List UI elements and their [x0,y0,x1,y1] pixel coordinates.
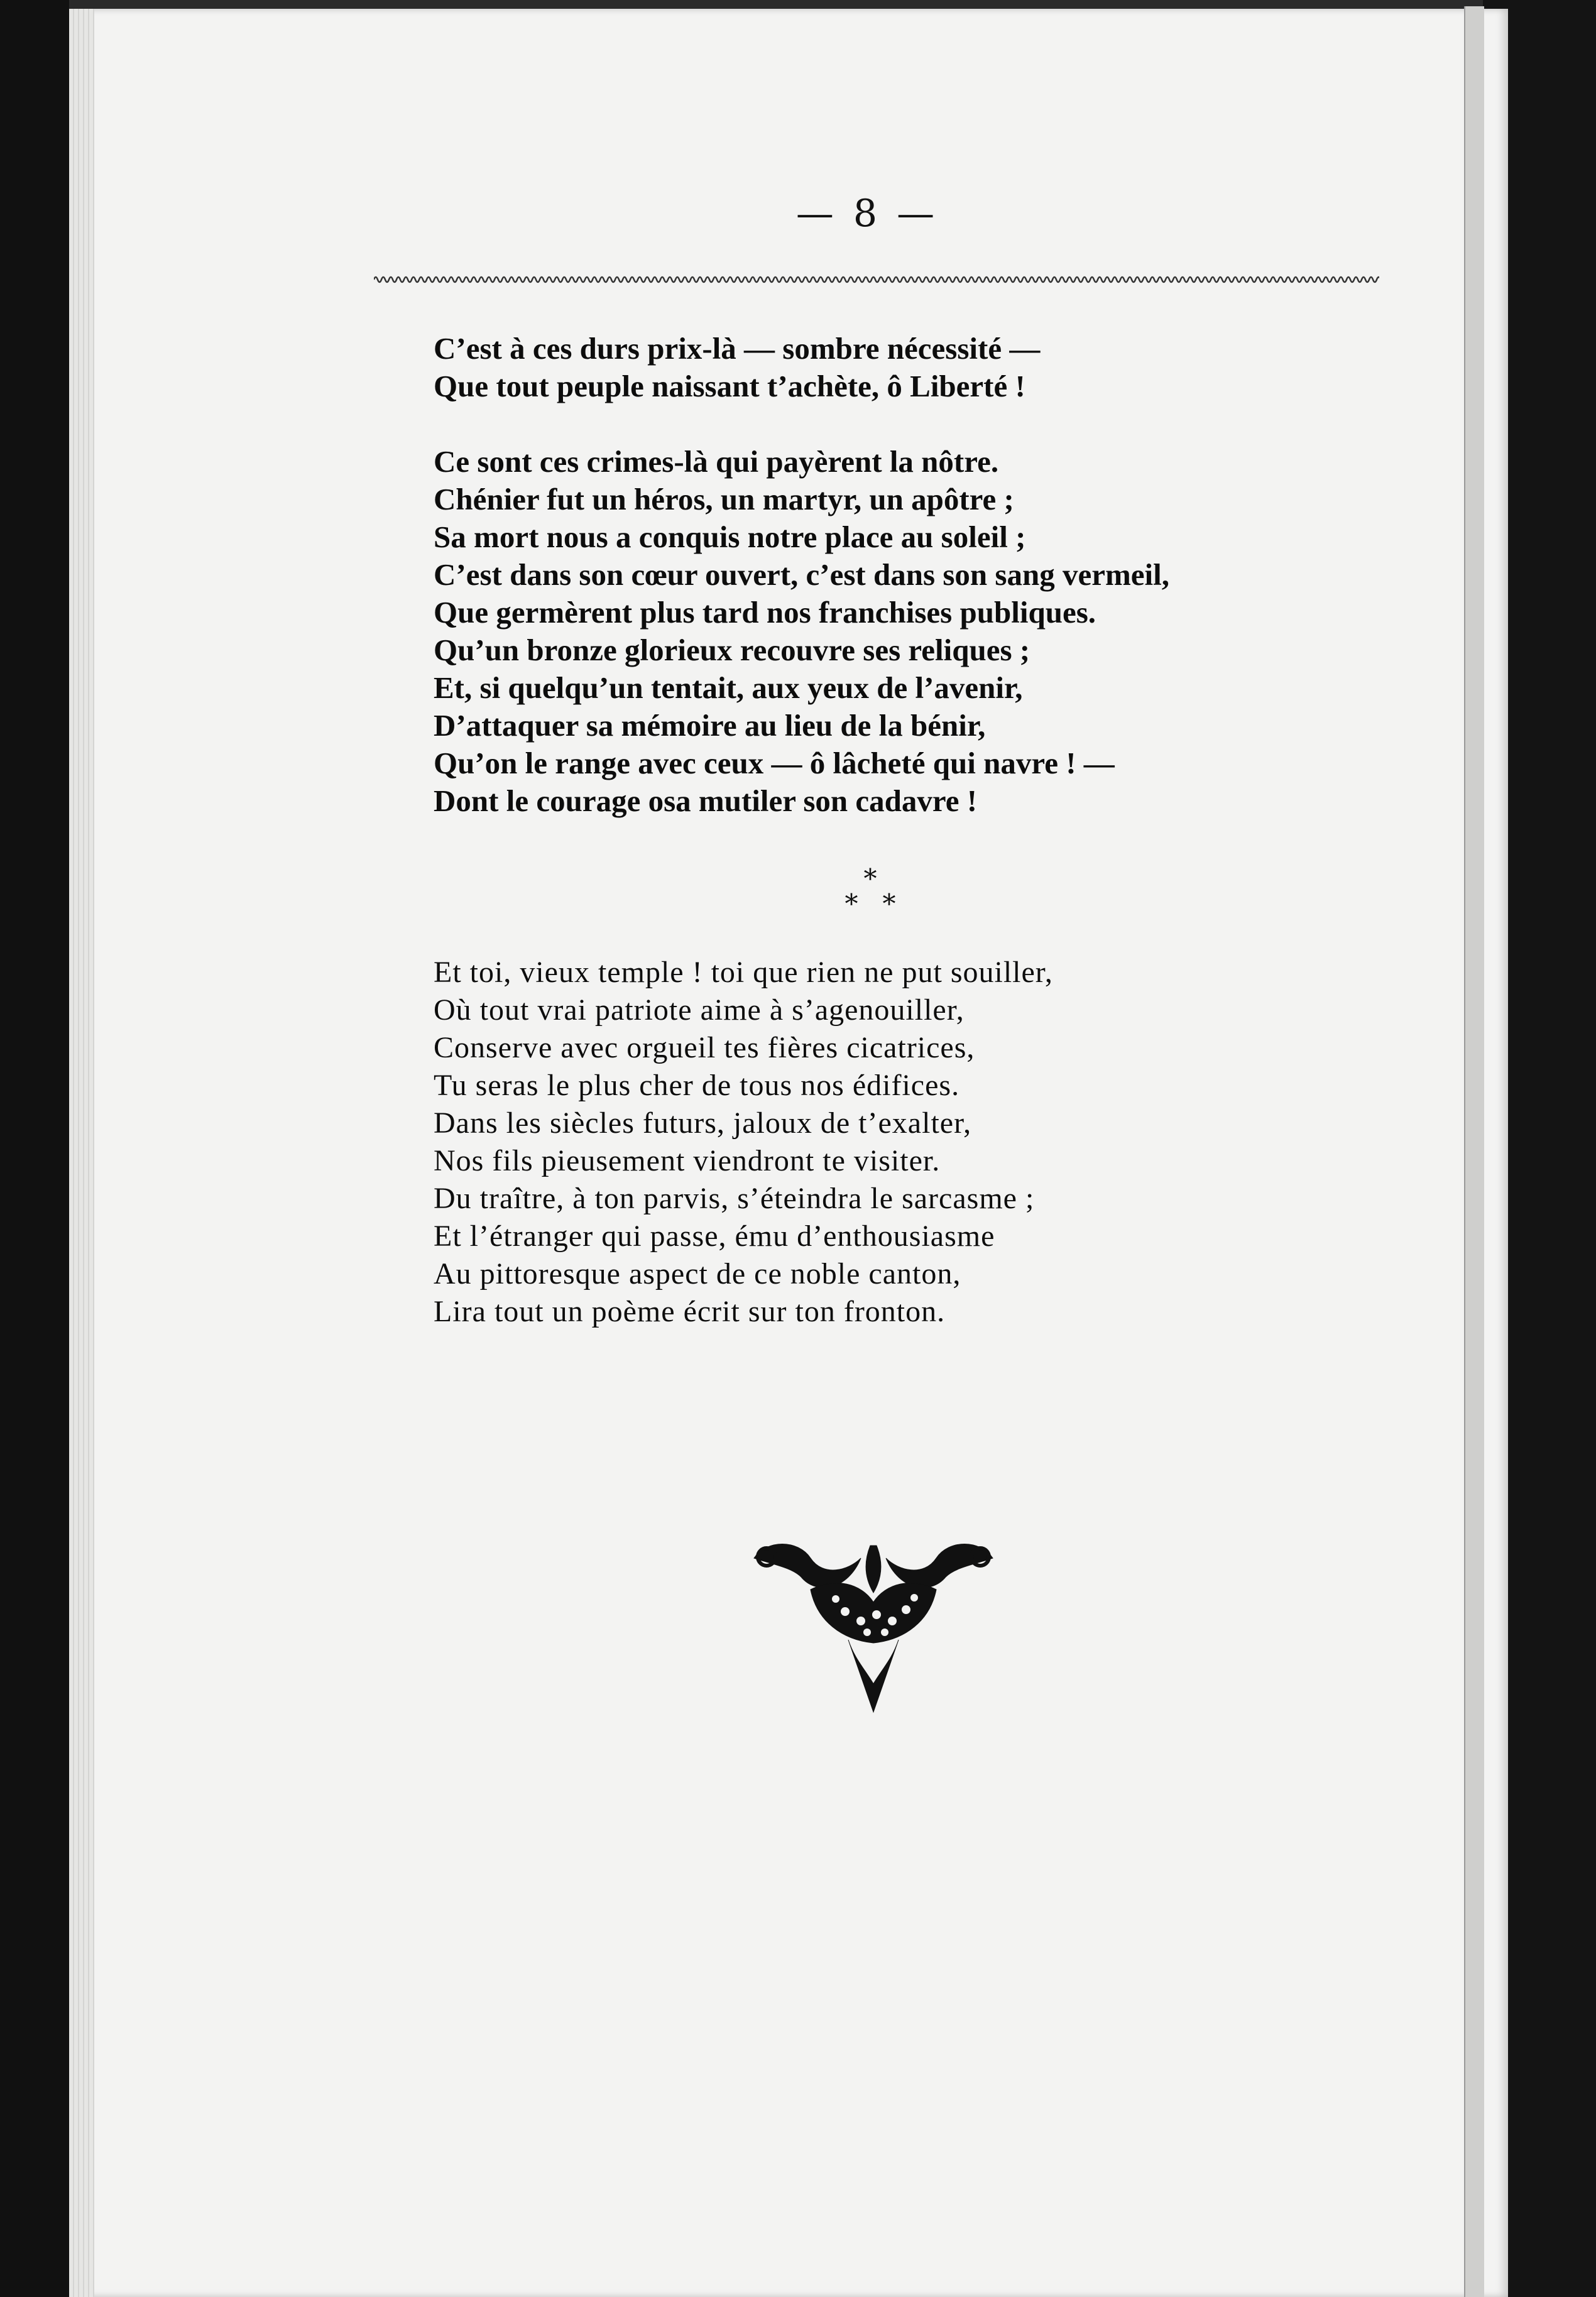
page-right-edge [1464,6,1484,2297]
verse-line: Qu’un bronze glorieux recouvre ses reliques ; [434,633,1030,667]
svg-text:*: * [844,888,858,919]
verse-line: Sa mort nous a conquis notre place au soleil ; [434,520,1026,554]
scan-border-left [0,0,69,2297]
verse-line: Conserve avec orgueil tes fières cicatrices, [434,1031,975,1064]
verse-line: Que germèrent plus tard nos franchises publiques. [434,595,1096,630]
verse-line: Du traître, à ton parvis, s’éteindra le sarcasme ; [434,1182,1035,1215]
verse-line: Qu’on le range avec ceux — ô lâcheté qui navre ! — [434,746,1115,780]
verse-line: Dont le courage osa mutiler son cadavre ! [434,783,978,818]
svg-text:*: * [882,888,896,919]
verse-line: Ce sont ces crimes-là qui payèrent la nôtre. [434,444,999,479]
verse-line: Que tout peuple naissant t’achète, ô Liberté ! [434,369,1025,403]
verse-line: Où tout vrai patriote aime à s’agenouiller, [434,993,965,1027]
stanza-3 [434,954,1376,1331]
page-number: — 8 — [795,192,939,236]
floral-tailpiece-ornament [741,1533,1005,1715]
verse-line: C’est dans son cœur ouvert, c’est dans son sang vermeil, [434,557,1169,592]
verse-line: Et l’étranger qui passe, ému d’enthousiasme [434,1219,995,1253]
verse-line: C’est à ces durs prix-là — sombre nécessité — [434,331,1041,366]
verse-line: Lira tout un poème écrit sur ton fronton. [434,1295,946,1328]
page-stack-edge [69,9,94,2297]
verse-line: Tu seras le plus cher de tous nos édifices. [434,1069,960,1102]
svg-text:*: * [863,864,877,894]
stanza-2 [434,443,1376,820]
stanza-1 [434,330,1376,405]
verse-line: Nos fils pieusement viendront te visiter. [434,1144,941,1177]
verse-line: Dans les siècles futurs, jaloux de t’exalter, [434,1106,972,1140]
verse-line: D’attaquer sa mémoire au lieu de la bénir, [434,708,986,743]
verse-line: Et, si quelqu’un tentait, aux yeux de l’avenir, [434,670,1023,705]
wavy-rule [374,267,1379,292]
asterism-separator [829,864,911,920]
verse-line: Chénier fut un héros, un martyr, un apôtre ; [434,482,1014,516]
verse-line: Et toi, vieux temple ! toi que rien ne put souiller, [434,956,1053,989]
verse-line: Au pittoresque aspect de ce noble canton, [434,1257,961,1290]
